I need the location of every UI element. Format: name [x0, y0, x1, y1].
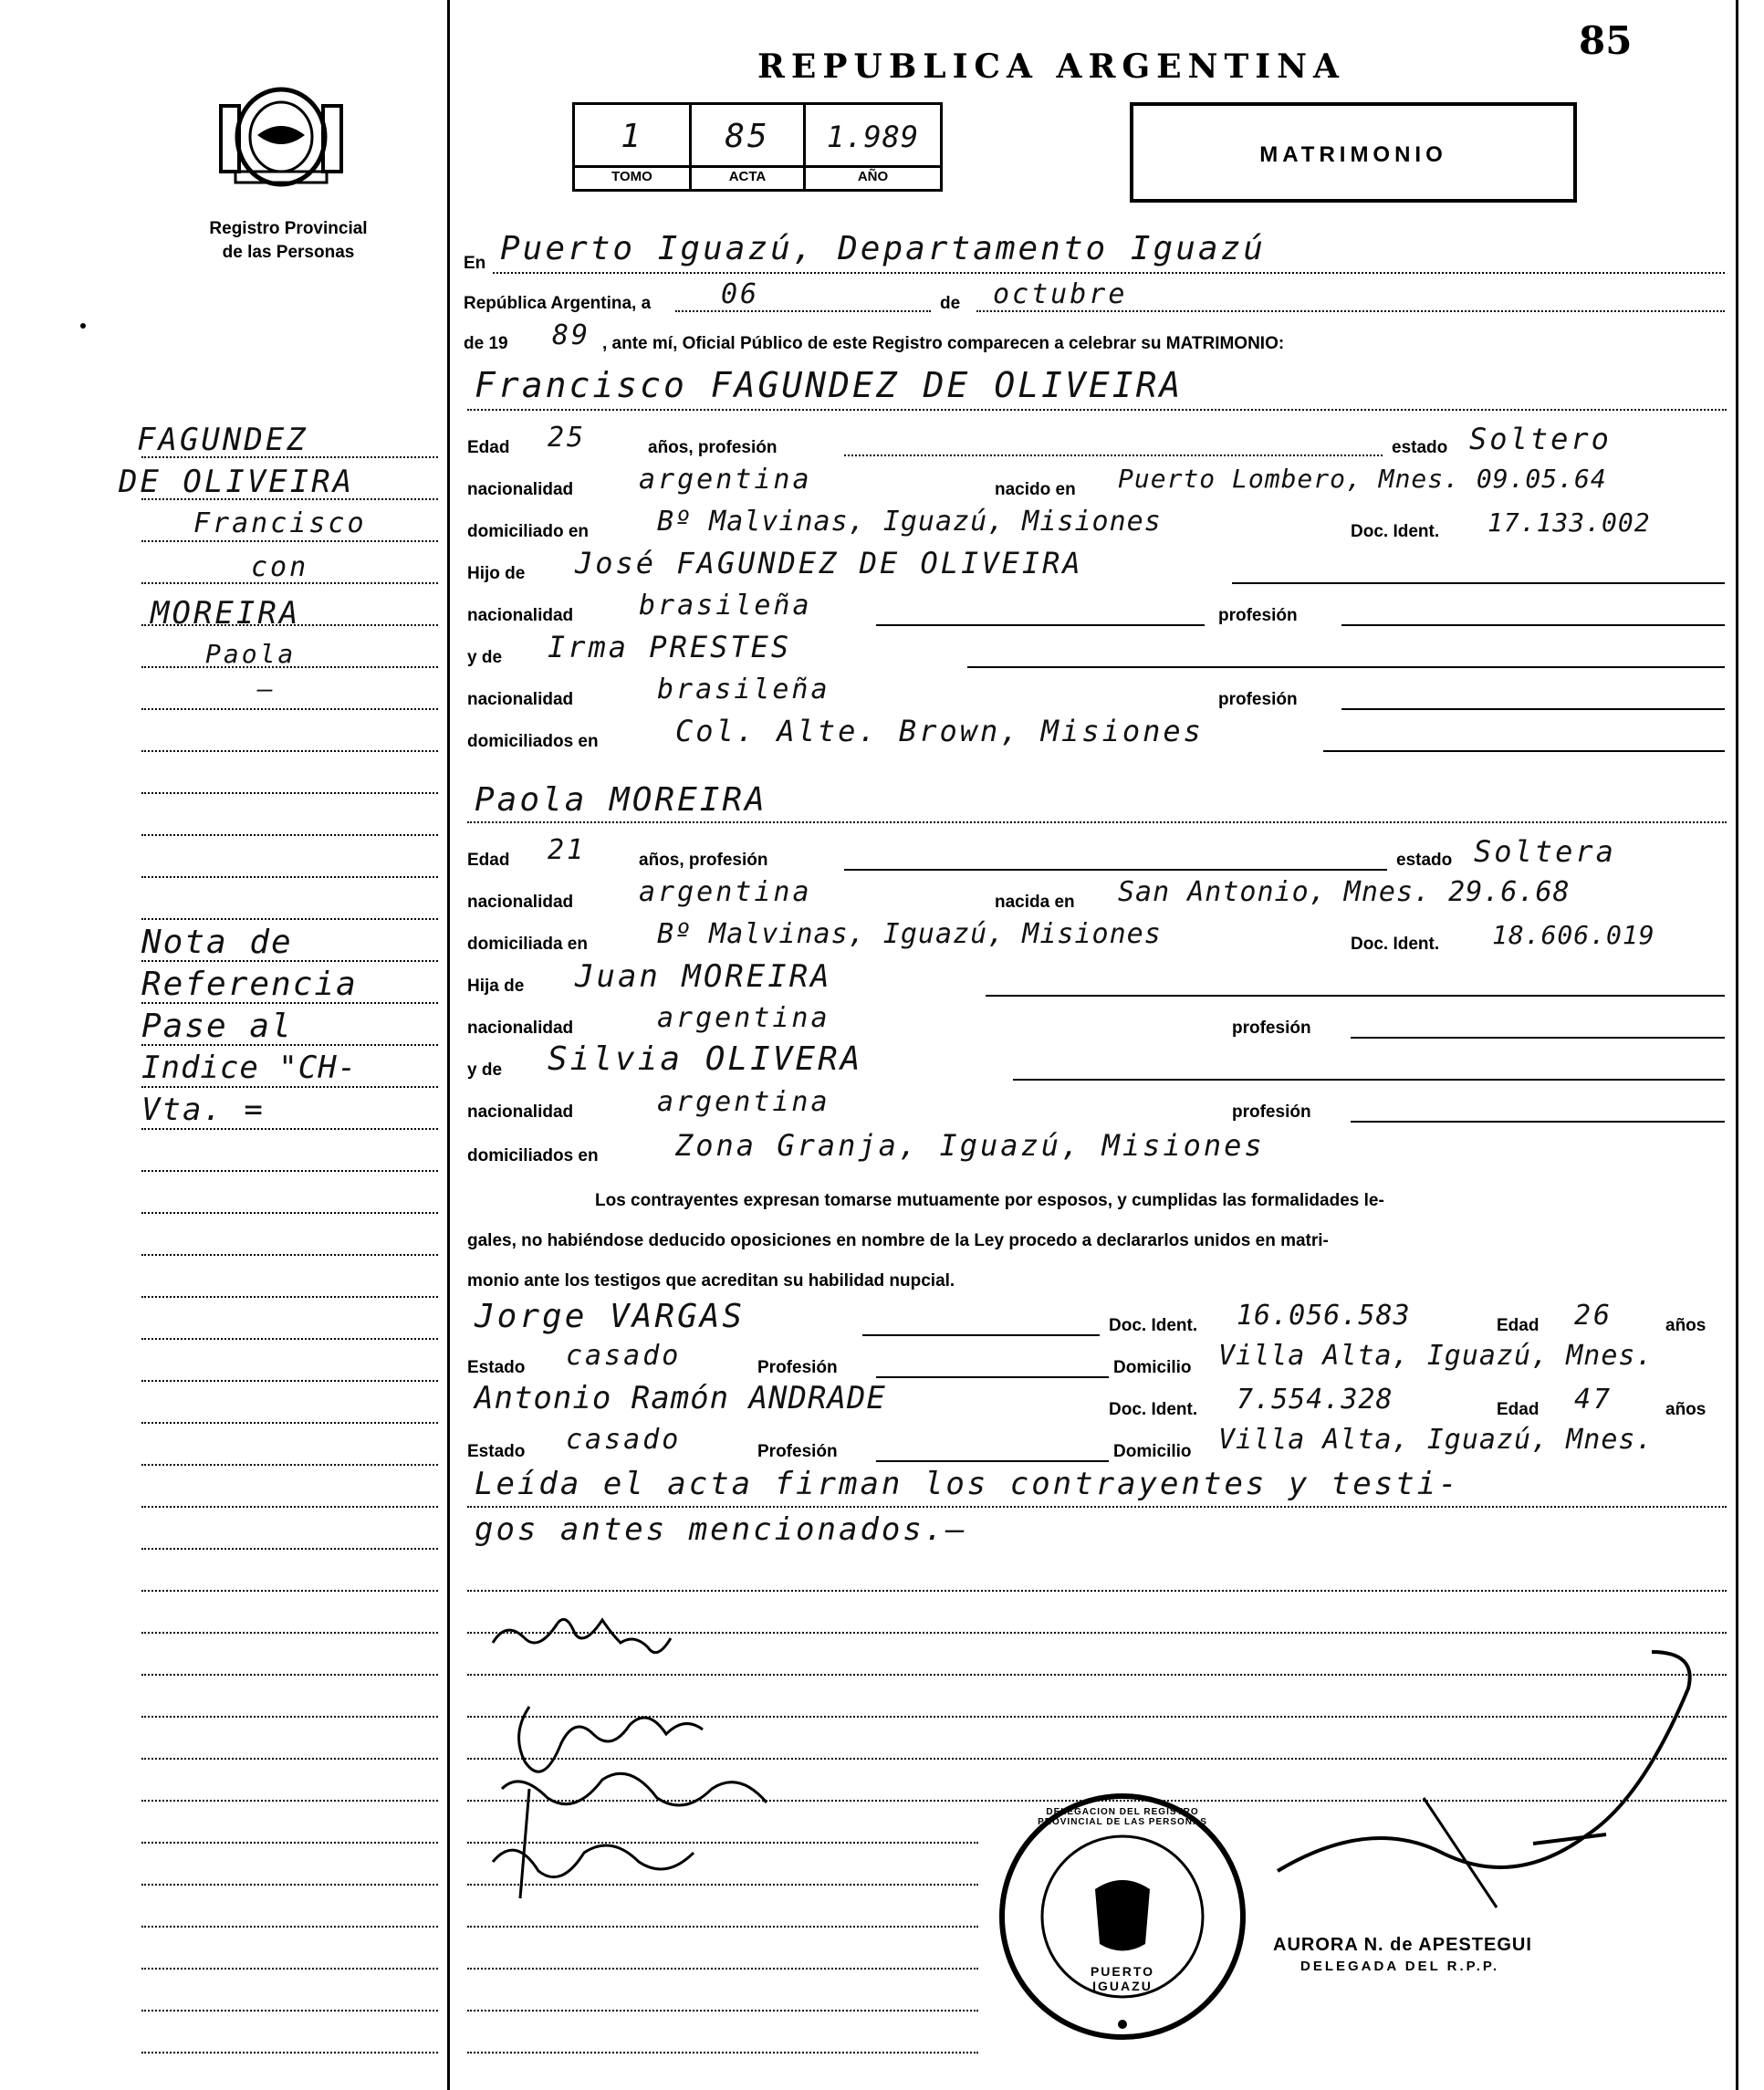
margin-ruled-line	[141, 1548, 438, 1550]
witness2-dom-label: Domicilio	[1113, 1442, 1192, 1461]
groom-parents-dom-label: domiciliados en	[467, 732, 599, 751]
margin-surname-1: FAGUNDEZ	[137, 422, 308, 458]
margin-ruled-line	[141, 1674, 438, 1676]
groom-father: José FAGUNDEZ DE OLIVEIRA	[575, 546, 1083, 580]
left-margin-rule	[447, 0, 450, 2090]
tomo-label: TOMO	[611, 169, 652, 184]
label-de: de	[940, 294, 961, 313]
witness2-prof-label: Profesión	[757, 1442, 838, 1461]
country-title: REPUBLICA ARGENTINA	[757, 47, 1345, 86]
margin-note-4: Indice "CH-	[141, 1050, 358, 1086]
declaration-line-3: monio ante los testigos que acreditan su habilidad nupcial.	[467, 1271, 955, 1291]
witness2-estado: casado	[566, 1424, 682, 1456]
margin-ruled-line	[141, 1128, 438, 1130]
bride-father-prof-label: profesión	[1232, 1019, 1311, 1038]
bride-nac-label: nacionalidad	[467, 893, 574, 912]
ano-label: AÑO	[857, 169, 889, 184]
official-name: AURORA N. de APESTEGUI	[1273, 1935, 1532, 1955]
closing-line-2: gos antes mencionados.—	[475, 1511, 967, 1548]
groom-nac-label: nacionalidad	[467, 480, 574, 499]
groom-age: 25	[548, 422, 587, 454]
margin-dash: —	[257, 674, 276, 704]
bride-dom-label: domiciliada en	[467, 935, 588, 954]
month-value: octubre	[993, 278, 1128, 310]
bride-estado: Soltera	[1474, 834, 1616, 869]
label-republica: República Argentina, a	[464, 294, 652, 313]
label-year: de 19	[464, 334, 508, 353]
groom-anos-label: años, profesión	[648, 438, 778, 457]
document-type: MATRIMONIO	[1259, 142, 1447, 167]
bride-age: 21	[548, 834, 587, 866]
witness1-estado-label: Estado	[467, 1358, 526, 1377]
witness1-edad-label: Edad	[1497, 1316, 1540, 1335]
witness1-doc: 16.056.583	[1237, 1300, 1411, 1332]
seal-ring-text: DELEGACION DEL REGISTRO PROVINCIAL DE LAS PERSONAS	[1038, 1807, 1207, 1827]
witness1-name: Jorge VARGAS	[475, 1298, 746, 1335]
margin-surname-2: DE OLIVEIRA	[119, 464, 355, 500]
bride-father-nac-label: nacionalidad	[467, 1019, 574, 1038]
groom-mother-nac-label: nacionalidad	[467, 690, 574, 709]
margin-ruled-line	[141, 1464, 438, 1466]
ano-value: 1.989	[826, 120, 920, 154]
body-ruled-line	[467, 1968, 978, 1970]
bride-doc: 18.606.019	[1492, 920, 1655, 950]
groom-doc: 17.133.002	[1487, 507, 1651, 538]
margin-given-name: Francisco	[193, 507, 367, 539]
bride-doc-label: Doc. Ident.	[1351, 935, 1440, 954]
bride-nacida-en: San Antonio, Mnes. 29.6.68	[1118, 876, 1571, 908]
witness2-estado-label: Estado	[467, 1442, 526, 1461]
page-number: 85	[1579, 18, 1633, 63]
official-title: DELEGADA DEL R.P.P.	[1300, 1959, 1500, 1974]
bride-domicilio: Bº Malvinas, Iguazú, Misiones	[657, 918, 1162, 950]
margin-ruled-line	[141, 1884, 438, 1886]
bride-anos-label: años, profesión	[639, 851, 768, 870]
margin-bride-surname: MOREIRA	[151, 595, 301, 632]
margin-ruled-line	[141, 1926, 438, 1928]
margin-note-1: Nota de	[141, 924, 293, 961]
official-seal	[995, 1789, 1250, 2044]
margin-ruled-line	[141, 918, 438, 920]
registry-name-line1: Registro Provincial	[209, 219, 368, 238]
margin-ruled-line	[141, 1296, 438, 1298]
groom-mother: Irma PRESTES	[548, 630, 792, 664]
margin-ruled-line	[141, 540, 438, 542]
bride-hija-label: Hija de	[467, 977, 525, 996]
record-number-box	[572, 102, 943, 192]
acta-value: 85	[725, 118, 770, 155]
margin-ruled-line	[141, 1842, 438, 1844]
margin-ruled-line	[141, 750, 438, 752]
signatures	[475, 1606, 876, 1907]
witness2-name: Antonio Ramón ANDRADE	[475, 1380, 886, 1416]
groom-yde-label: y de	[467, 648, 503, 667]
witness1-anos-label: años	[1665, 1316, 1707, 1335]
groom-domicilio: Bº Malvinas, Iguazú, Misiones	[657, 506, 1162, 538]
margin-ruled-line	[141, 1422, 438, 1424]
bride-edad-label: Edad	[467, 851, 510, 870]
margin-ruled-line	[141, 1632, 438, 1634]
right-margin-rule	[1736, 0, 1738, 2090]
groom-father-nac: brasileña	[639, 590, 812, 622]
closing-line-1: Leída el acta firman los contrayentes y testi-	[475, 1466, 1460, 1502]
witness2-dom: Villa Alta, Iguazú, Mnes.	[1218, 1424, 1654, 1456]
declaration-line-1: Los contrayentes expresan tomarse mutuamente por esposos, y cumplidas las formalidades le-	[595, 1191, 1384, 1210]
seal-inner-text: PUERTO IGUAZU	[1090, 1964, 1155, 1993]
groom-father-prof-label: profesión	[1218, 606, 1298, 625]
margin-ruled-line	[141, 1590, 438, 1592]
margin-ruled-line	[141, 1800, 438, 1802]
margin-ruled-line	[141, 1380, 438, 1382]
official-signature	[1259, 1634, 1716, 1944]
witness2-doc-label: Doc. Ident.	[1109, 1400, 1198, 1419]
groom-father-nac-label: nacionalidad	[467, 606, 574, 625]
groom-nacido-label: nacido en	[995, 480, 1076, 499]
groom-dom-label: domiciliado en	[467, 522, 590, 541]
registry-name-line2: de las Personas	[222, 243, 355, 262]
body-ruled-line	[467, 1926, 978, 1928]
witness1-age: 26	[1574, 1300, 1613, 1332]
groom-mother-nac: brasileña	[657, 674, 830, 705]
tomo-value: 1	[621, 118, 643, 155]
margin-ruled-line	[141, 1506, 438, 1508]
emblem-icon	[217, 80, 345, 192]
declaration-line-2: gales, no habiéndose deducido oposiciones en nombre de la Ley procedo a declararlos unidos en matri-	[467, 1231, 1329, 1250]
bride-nacionalidad: argentina	[639, 876, 812, 908]
witness2-doc: 7.554.328	[1237, 1384, 1393, 1416]
witness2-edad-label: Edad	[1497, 1400, 1540, 1419]
groom-edad-label: Edad	[467, 438, 510, 457]
bride-mother-nac-label: nacionalidad	[467, 1102, 574, 1122]
groom-nacido-en: Puerto Lombero, Mnes. 09.05.64	[1118, 464, 1607, 494]
stray-dot	[80, 323, 86, 329]
bride-parents-dom-label: domiciliados en	[467, 1146, 599, 1165]
body-ruled-line	[467, 2010, 978, 2012]
margin-ruled-line	[141, 1170, 438, 1172]
year-value: 89	[552, 319, 591, 351]
label-en: En	[464, 254, 486, 273]
bride-estado-label: estado	[1396, 851, 1453, 870]
groom-mother-prof-label: profesión	[1218, 690, 1298, 709]
groom-parents-dom: Col. Alte. Brown, Misiones	[675, 714, 1204, 748]
margin-ruled-line	[141, 708, 438, 710]
margin-ruled-line	[141, 1212, 438, 1214]
margin-ruled-line	[141, 1716, 438, 1718]
label-ante: , ante mí, Oficial Público de este Registro comparecen a celebrar su MATRIMONIO:	[602, 334, 1285, 353]
bride-father-nac: argentina	[657, 1002, 830, 1034]
margin-con: con	[251, 551, 309, 583]
body-ruled-line	[467, 1590, 1727, 1592]
bride-nacida-label: nacida en	[995, 893, 1075, 912]
bride-yde-label: y de	[467, 1061, 503, 1080]
groom-doc-label: Doc. Ident.	[1351, 522, 1440, 541]
groom-estado: Soltero	[1469, 422, 1612, 456]
groom-name: Francisco FAGUNDEZ DE OLIVEIRA	[475, 365, 1184, 405]
body-ruled-line	[467, 2052, 978, 2053]
document-type-box	[1130, 102, 1577, 203]
margin-ruled-line	[141, 1086, 438, 1088]
day-value: 06	[721, 278, 760, 310]
bride-mother: Silvia OLIVERA	[548, 1040, 863, 1078]
groom-hijo-label: Hijo de	[467, 564, 526, 583]
provincial-emblem	[217, 80, 345, 192]
margin-ruled-line	[141, 876, 438, 878]
witness1-doc-label: Doc. Ident.	[1109, 1316, 1198, 1335]
margin-ruled-line	[141, 1254, 438, 1256]
bride-name: Paola MOREIRA	[475, 781, 767, 819]
acta-label: ACTA	[728, 169, 767, 184]
witness1-dom-label: Domicilio	[1113, 1358, 1192, 1377]
margin-note-2: Referencia	[141, 966, 358, 1003]
witness2-age: 47	[1574, 1384, 1613, 1416]
margin-bride-name: Paola	[205, 639, 297, 669]
margin-note-5: Vta. =	[141, 1092, 265, 1128]
bride-parents-dom: Zona Granja, Iguazú, Misiones	[675, 1128, 1265, 1163]
margin-note-3: Pase al	[141, 1008, 293, 1045]
witness1-dom: Villa Alta, Iguazú, Mnes.	[1218, 1340, 1654, 1372]
margin-ruled-line	[141, 2010, 438, 2012]
witness2-anos-label: años	[1665, 1400, 1707, 1419]
margin-ruled-line	[141, 792, 438, 794]
groom-nacionalidad: argentina	[639, 464, 812, 496]
margin-ruled-line	[141, 1338, 438, 1340]
margin-ruled-line	[141, 1758, 438, 1760]
place-value: Puerto Iguazú, Departamento Iguazú	[500, 230, 1266, 267]
margin-ruled-line	[141, 834, 438, 836]
groom-estado-label: estado	[1392, 438, 1448, 457]
bride-mother-nac: argentina	[657, 1086, 830, 1118]
margin-ruled-line	[141, 1968, 438, 1970]
witness1-prof-label: Profesión	[757, 1358, 838, 1377]
witness1-estado: casado	[566, 1340, 682, 1372]
bride-father: Juan MOREIRA	[575, 958, 832, 995]
bride-mother-prof-label: profesión	[1232, 1102, 1311, 1122]
margin-ruled-line	[141, 2052, 438, 2053]
